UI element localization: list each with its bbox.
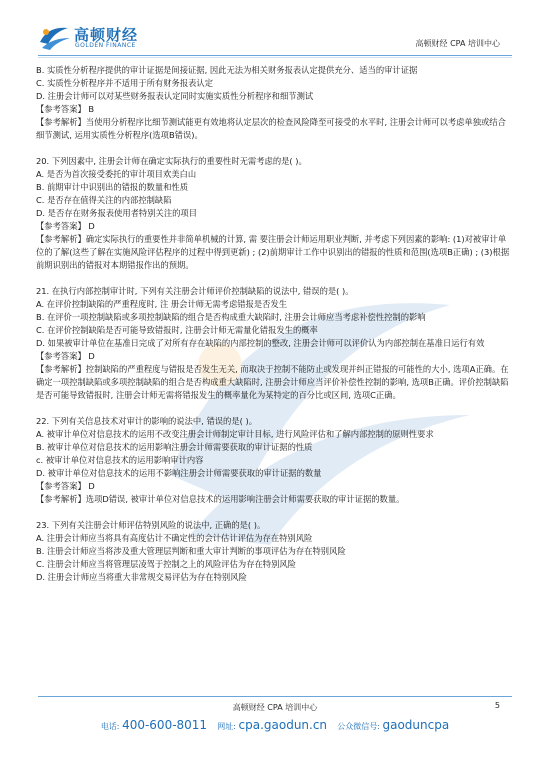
explanation-text: 【参考解析】控制缺陷的严重程度与错报是否发生无关, 而取决于控制不能防止或发现并纠正错报的可能性的大小, 选项A正确。在确定一项控制缺陷或多项控制缺陷的组合是否构成重大缺陷时, 注册会计师应当评价补偿性控制的影响, 选项B正确。评价控制缺陷是否可能导致错报时, 注册会计师无需将错报发生的概率量化为某特定的百分比或区间, 选项C正确。: [36, 364, 509, 400]
text-line: D. 注册会计师可以对某些财务报表认定同时实施实质性分析程序和细节测试: [36, 91, 314, 101]
option-b: B. 前期审计中识别出的错报的数量和性质: [36, 182, 189, 192]
gaodun-logo: [38, 22, 168, 56]
header-divider: [38, 55, 512, 56]
page-header: [0, 0, 550, 60]
explanation-text: 【参考解析】当使用分析程序比细节测试能更有效地将认定层次的检查风险降至可接受的水平时, 注册会计师可以考虑单独或结合细节测试, 运用实质性分析程序(选项B错误)。: [36, 117, 506, 140]
logo-english-text: GOLDEN FINANCE: [75, 42, 136, 49]
footer-contact: [0, 718, 550, 732]
phone-label: 电话:: [100, 722, 120, 731]
text-line: C. 实质性分析程序并不适用于所有财务报表认定: [36, 78, 214, 88]
explanation-text: 【参考解析】选项D错误, 被审计单位对信息技术的运用影响注册会计师需要获取的审计证据的数量。: [36, 494, 405, 504]
site-label: 网址:: [217, 722, 236, 731]
option-a: A. 注册会计师应当将具有高度估计不确定性的会计估计评估为存在特别风险: [36, 533, 313, 543]
option-c: C. 在评价控制缺陷是否可能导致错报时, 注册会计师无需量化错报发生的概率: [36, 325, 318, 335]
option-b: B. 被审计单位对信息技术的运用影响注册会计师需要获取的审计证据的性质: [36, 442, 313, 452]
answer-label: 【参考答案】 D: [36, 481, 95, 491]
question-20: 20. 下列因素中, 注册会计师在确定实际执行的重要性时无需考虑的是( )。: [36, 156, 307, 166]
option-b: B. 注册会计师应当将涉及重大管理层判断和重大审计判断的事项评估为存在特别风险: [36, 546, 346, 556]
option-c: C. 是否存在值得关注的内部控制缺陷: [36, 195, 172, 205]
logo-chinese-text: 高顿财经: [74, 26, 139, 44]
option-b: B. 在评价一项控制缺陷或多项控制缺陷的组合是否构成重大缺陷时, 注册会计师应当考虑补偿性控制的影响: [36, 312, 426, 322]
wechat-label: 公众微信号:: [337, 722, 380, 731]
option-d: D. 如果被审计单位在基准日完成了对所有存在缺陷的内部控制的整改, 注册会计师可以评价认为内部控制在基准日运行有效: [36, 338, 485, 348]
question-22: 22. 下列有关信息技术对审计的影响的说法中, 错误的是( )。: [36, 416, 258, 426]
option-a: A. 在评价控制缺陷的严重程度时, 注 册会计师无需考虑错报是否发生: [36, 299, 288, 309]
wechat-id: gaoduncpa: [382, 718, 450, 732]
footer-divider: [38, 696, 512, 697]
option-d: D. 是否存在财务报表使用者特别关注的项目: [36, 208, 198, 218]
text-line: B. 实质性分析程序提供的审计证据是间接证据, 因此无法为相关财务报表认定提供充分、适当的审计证据: [36, 65, 418, 75]
option-a: A. 是否为首次接受委托的审计项目欢美白山: [36, 169, 197, 179]
logo-mark-icon: [38, 22, 72, 52]
answer-label: 【参考答案】 D: [36, 221, 95, 231]
website-link[interactable]: cpa.gaodun.cn: [238, 718, 328, 732]
page-number: 5: [494, 701, 500, 710]
option-c: c. 被审计单位对信息技术的运用影响审计内容: [36, 455, 204, 465]
header-divider-light: [38, 57, 512, 58]
document-body: [36, 64, 514, 584]
header-center-name: 高顿财经 CPA 培训中心: [415, 39, 500, 48]
footer-center-name: 高顿财经 CPA 培训中心: [232, 703, 318, 712]
option-c: C. 注册会计师应当将管理层凌驾于控制之上的风险评估为存在特别风险: [36, 559, 296, 569]
question-21: 21. 在执行内部控制审计时, 下列有关注册会计师评价控制缺陷的说法中, 错误的是( )。: [36, 286, 354, 296]
question-23: 23. 下列有关注册会计师评估特别风险的说法中, 正确的是( )。: [36, 520, 266, 530]
answer-label: 【参考答案】 B: [36, 104, 95, 114]
option-d: D. 注册会计师应当将重大非常规交易评估为存在特别风险: [36, 572, 247, 582]
option-d: D. 被审计单位对信息技术的运用不影响注册会计师需要获取的审计证据的数量: [36, 468, 322, 478]
answer-label: 【参考答案】 D: [36, 351, 95, 361]
explanation-text: 【参考解析】确定实际执行的重要性并非简单机械的计算, 需 要注册会计师运用职业判断, 并考虑下列因素的影响: (1)对被审计单位的了解(这些了解在实施风险评估程序的过程中得到更新) ; (2)前期审计工作中识别出的错报的性质和范围(选项B正确) ; (3)根据前期识别出的错报对本期错报作出的预期。: [36, 234, 510, 270]
phone-number: 400-600-8011: [122, 718, 208, 732]
option-a: A. 被审计单位对信息技术的运用不改变注册会计师制定审计目标, 进行风险评估和了解内部控制的原则性要求: [36, 429, 434, 439]
